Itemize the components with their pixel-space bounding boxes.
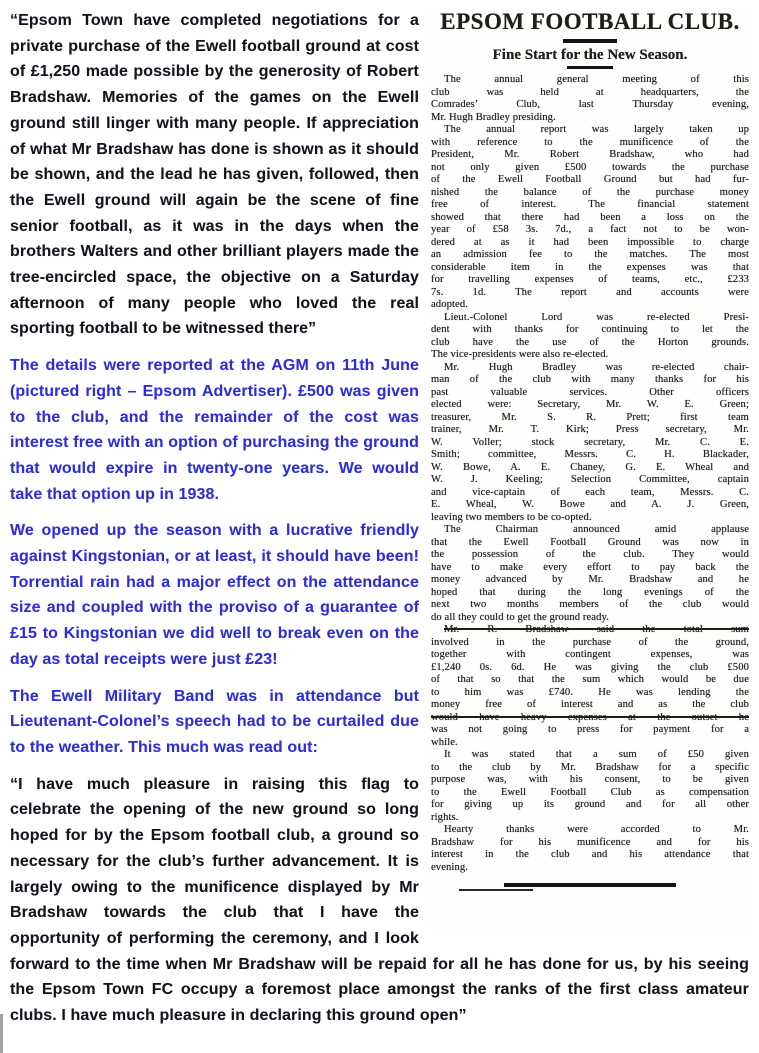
- clipping-line: adopted.: [431, 299, 468, 310]
- clipping-line: W. Bowe, A. E. Chaney, G. E. Wheal and: [431, 461, 749, 473]
- clipping-line: not only given £500 towards the purchase: [431, 161, 749, 173]
- clipping-line: free of interest. The financial statement: [431, 199, 749, 210]
- clipping-line: Mr. Hugh Bradley was re-elected chair-: [444, 361, 749, 373]
- clipping-line: Hearty thanks were accorded to Mr.: [444, 824, 749, 835]
- clipping-line: have to make every effort to pay back the: [431, 561, 749, 573]
- clipping-line: W. Voller; stock secretary, Mr. C. E.: [431, 436, 749, 448]
- clipping-line: involved in the purchase of the ground,: [431, 636, 749, 648]
- clipping-line: would have heavy expenses at the outset he: [431, 711, 749, 723]
- clipping-subhead: Fine Start for the New Season.: [492, 47, 688, 63]
- clipping-line: interest in the club and his attendance that: [431, 849, 749, 860]
- clipping-line: E. Wheal, W. Bowe and A. J. Green,: [431, 499, 749, 510]
- clipping-line: next two months members of the club would: [431, 599, 749, 610]
- clipping-line: for travelling expenses of teams, etc., £233: [431, 274, 749, 285]
- ornament-divider-top: [563, 39, 617, 43]
- clipping-line: that the Ewell Football Ground was now in: [431, 536, 749, 548]
- clipping-line: leaving two members to be co-opted.: [431, 511, 592, 523]
- clipping-line: evening.: [431, 861, 468, 873]
- clipping-body: [431, 74, 749, 874]
- clipping-line: Mr. Hugh Bradley presiding.: [431, 111, 556, 123]
- clipping-headline: EPSOM FOOTBALL CLUB.: [440, 9, 740, 34]
- clipping-line: It was stated that a sum of £50 given: [444, 749, 749, 760]
- clipping-line: Bradshaw for his munificence and for his: [431, 836, 749, 848]
- clipping-line: The Chairman announced amid applause: [444, 524, 749, 535]
- clipping-line: money free of interest and as the club: [431, 699, 749, 710]
- clipping-line: club was held at headquarters, the: [431, 86, 749, 98]
- clipping-line: do all they could to get the ground ready.: [431, 611, 609, 623]
- clipping-line: club have the use of the Horton grounds.: [431, 336, 749, 348]
- article-paragraph: The Ewell Military Band was in attendance but Lieutenant-Colonel’s speech had to be curtailed due to the weather. This much was read out:: [10, 687, 419, 756]
- ornament-divider-sub: [567, 66, 613, 69]
- article-paragraph: We opened up the season with a lucrative friendly against Kingstonian, or at least, it should have been! Torrential rain had a major effect on the attendance size and coupled with the proviso of a guarantee of £15 to Kingstonian we did well to break even on the day as total receipts were just £23!: [10, 522, 419, 668]
- clipping-line: an admission fee to the matches. The most: [431, 249, 749, 260]
- clipping-line: dered at as it had been impossible to charge: [431, 236, 749, 248]
- clipping-line: 7s. 1d. The report and accounts were: [431, 286, 749, 298]
- clipping-line: treasurer, Mr. S. R. Prett; first team: [431, 411, 749, 423]
- clipping-line: hoped that during the long evenings of the: [431, 586, 749, 598]
- clipping-line: Mr. R. Bradshaw said the total sum: [444, 624, 749, 635]
- clipping-line: Lieut.-Colonel Lord was re-elected Presi-: [444, 311, 749, 323]
- clipping-line: together with contingent expenses, was: [431, 649, 749, 660]
- clipping-line: the possession of the club. They would: [431, 549, 749, 560]
- clipping-line: The vice-presidents were also re-elected.: [431, 349, 609, 360]
- clipping-end-rule: [504, 883, 676, 887]
- clipping-line: rights.: [431, 811, 459, 823]
- clipping-line: Comrades’ Club, last Thursday evening,: [431, 99, 749, 110]
- clipping-line: to the Ewell Football Club as compensation: [431, 786, 749, 798]
- newspaper-clipping: [431, 8, 749, 930]
- article-paragraph: The details were reported at the AGM on 11th June (pictured right – Epsom Advertiser). £500 was given to the club, and the remainder of the cost was interest free with an option of purchasing the ground that would expire in twenty-one years. We would take that option up in 1938.: [10, 357, 419, 503]
- article-paragraph: “I have much pleasure in raising this flag to celebrate the opening of the new ground so long hoped for by the Epsom football club, a ground so necessary for the club’s further advancement. It is largely owing to the munificence displayed by Mr Bradshaw towards the club that I have the opportunity of performing the ceremony, and I look forward to the time when Mr Bradshaw will be repaid for all he has done for us, by his seeing the Epsom Town FC occupy a foremost place amongst the ranks of the first class amateur clubs. I have much pleasure in declaring this ground open”: [10, 775, 749, 1025]
- clipping-line: past valuable services. Other officers: [431, 386, 749, 398]
- clipping-end-rule-small: [459, 889, 533, 891]
- clipping-line: elected were: Secretary, Mr. W. E. Green;: [431, 399, 749, 410]
- clipping-line: with reference to the munificence of the: [431, 136, 749, 148]
- clipping-line: The annual report was largely taken up: [444, 124, 749, 135]
- clipping-line: for giving up its ground and for all other: [431, 799, 749, 810]
- clipping-line: trainer, Mr. T. Kirk; Press secretary, Mr.: [431, 424, 749, 435]
- clipping-line: year of £58 3s. 7d., a fact not to be won-: [431, 224, 749, 235]
- clipping-line: was not going to press for payment for a: [431, 724, 749, 735]
- clipping-line: and vice-captain of each team, Messrs. C.: [431, 486, 749, 498]
- clipping-line: money advanced by Mr. Bradshaw and he: [431, 574, 749, 585]
- clipping-line: nished the balance of the purchase money: [431, 186, 749, 198]
- clipping-line: showed that there had been a loss on the: [431, 211, 749, 223]
- clipping-line: of that so that the sum which would be due: [431, 674, 749, 685]
- clipping-line: purpose was, with his consent, to be given: [431, 774, 749, 785]
- clipping-line: to him was £740. He was lending the: [431, 686, 749, 698]
- clipping-line: dent with thanks for continuing to let the: [431, 324, 749, 335]
- clipping-line: to the club by Mr. Bradshaw for a specific: [431, 761, 749, 773]
- clipping-line: while.: [431, 736, 458, 748]
- clipping-line: W. J. Keeling; Selection Committee, captain: [431, 474, 749, 485]
- clipping-line: of the Ewell Football Ground but had fur-: [431, 174, 749, 185]
- clipping-line: man of the club with many thanks for his: [431, 374, 749, 385]
- clipping-line: The annual general meeting of this: [444, 74, 749, 85]
- scan-artifact-line: [0, 1014, 3, 1053]
- clipping-line: Smith; committee, Messrs. C. H. Blackader,: [431, 449, 749, 460]
- article-paragraph: “Epsom Town have completed negotiations for a private purchase of the Ewell football ground at cost of £1,250 made possible by the generosity of Robert Bradshaw. Memories of the games on the Ewell ground still linger with many people. If appreciation of what Mr Bradshaw has done is shown as it should be shown, and the lead he has given, followed, then the Ewell ground will again be the scene of fine senior football, as it was in the days when the brothers Walters and other brilliant players made the tree-encircled space, the objective on a Saturday afternoon of many people who loved the real sporting football to be witnessed there”: [10, 12, 419, 338]
- clipping-line: considerable item in the expenses was that: [431, 261, 749, 273]
- clipping-line: £1,240 0s. 6d. He was giving the club £500: [431, 661, 749, 673]
- clipping-line: President, Mr. Robert Bradshaw, who had: [431, 149, 749, 160]
